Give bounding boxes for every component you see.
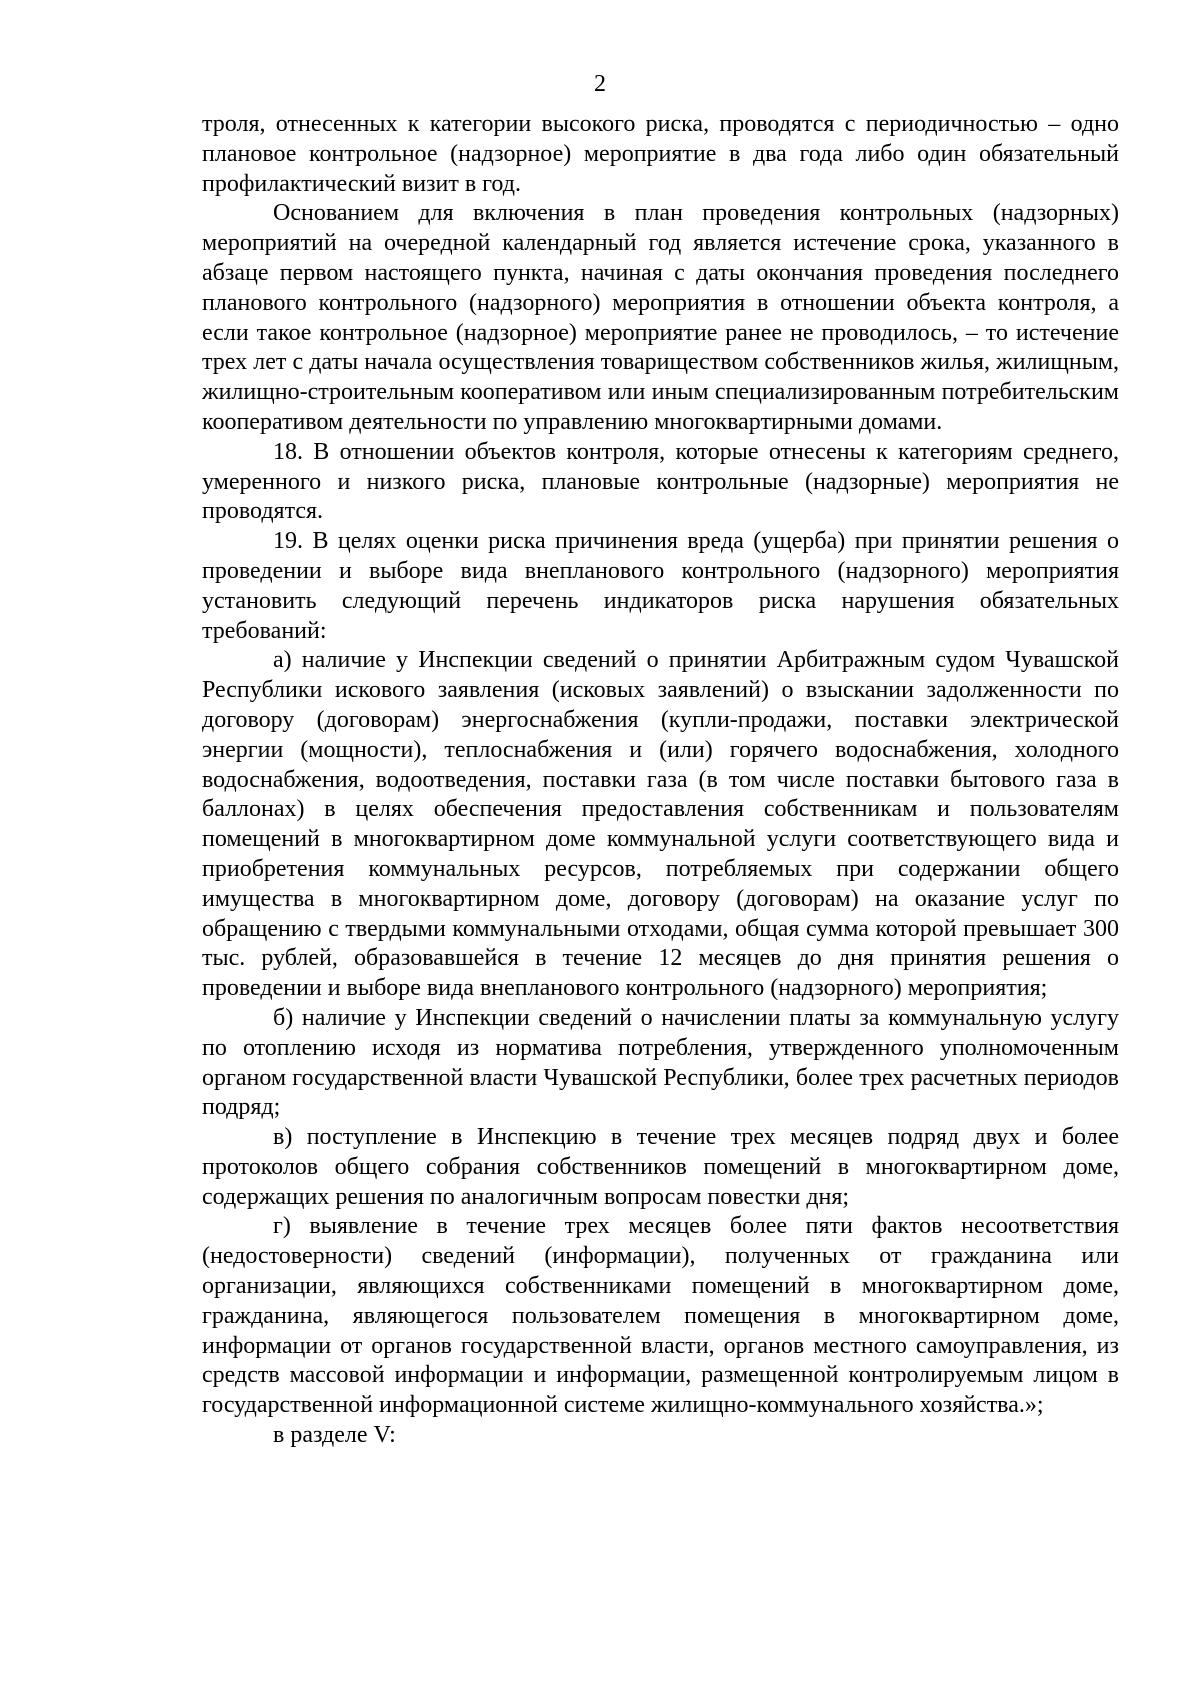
page-number: 2	[594, 71, 606, 97]
paragraph-item-18: 18. В отношении объектов контроля, которые отнесены к категориям среднего, умеренного и низкого риска, плановые контрольные (надзорные) мероприятия не проводятся.	[202, 438, 1119, 525]
paragraph-continuation: троля, отнесенных к категории высокого риска, проводятся с периодичностью – одно плановое контрольное (надзорное) мероприятие в два года либо один обязательный профилактический визит в год.	[202, 111, 1119, 197]
document-body	[202, 110, 1119, 1451]
paragraph-plan-basis: Основанием для включения в план проведения контрольных (надзорных) мероприятий на очередной календарный год является истечение срока, указанного в абзаце первом настоящего пункта, начиная с даты окончания проведения последнего планового контрольного (надзорного) мероприятия в отношении объекта контроля, а если такое контрольное (надзорное) мероприятие ранее не проводилось, – то истечение трех лет с даты начала осуществления товариществом собственников жилья, жилищным, жилищно-строительным кооперативом или иным специализированным потребительским кооперативом деятельности по управлению многоквартирными домами.	[202, 200, 1119, 435]
paragraph-subitem-v: в) поступление в Инспекцию в течение трех месяцев подряд двух и более протоколов общего собрания собственников помещений в многоквартирном доме, содержащих решения по аналогичным вопросам повестки дня;	[202, 1124, 1119, 1210]
paragraph-subitem-a: а) наличие у Инспекции сведений о принятии Арбитражным судом Чувашской Республики искового заявления (исковых заявлений) о взыскании задолженности по договору (договорам) энергоснабжения (купли-продажи, поставки электрической энергии (мощности), теплоснабжения и (или) горячего водоснабжения, холодного водоснабжения, водоотведения, поставки газа (в том числе поставки бытового газа в баллонах) в целях обеспечения предоставления собственникам и пользователям помещений в многоквартирном доме коммунальной услуги соответствующего вида и приобретения коммунальных ресурсов, потребляемых при содержании общего имущества в многоквартирном доме, договору (договорам) на оказание услуг по обращению с твердыми коммунальными отходами, общая сумма которой превышает 300 тыс. рублей, образовавшейся в течение 12 месяцев до дня принятия решения о проведении и выборе вида внепланового контрольного (надзорного) мероприятия;	[202, 647, 1119, 1002]
paragraph-subitem-b: б) наличие у Инспекции сведений о начислении платы за коммунальную услугу по отоплению исходя из норматива потребления, утвержденного уполномоченным органом государственной власти Чувашской Республики, более трех расчетных периодов подряд;	[202, 1004, 1119, 1121]
paragraph-item-19: 19. В целях оценки риска причинения вреда (ущерба) при принятии решения о проведении и выборе вида внепланового контрольного (надзорного) мероприятия установить следующий перечень индикаторов риска нарушения обязательных требований:	[202, 528, 1119, 644]
paragraph-subitem-g: г) выявление в течение трех месяцев более пяти фактов несоответствия (недостоверности) сведений (информации), полученных от гражданина или организации, являющихся собственниками помещений в многоквартирном доме, гражданина, являющегося пользователем помещения в многоквартирном доме, информации от органов государственной власти, органов местного самоуправления, из средств массовой информации и информации, размещенной контролируемым лицом в государственной информационной системе жилищно-коммунального хозяйства.»;	[202, 1213, 1119, 1419]
paragraph-section-v: в разделе V:	[273, 1422, 396, 1449]
